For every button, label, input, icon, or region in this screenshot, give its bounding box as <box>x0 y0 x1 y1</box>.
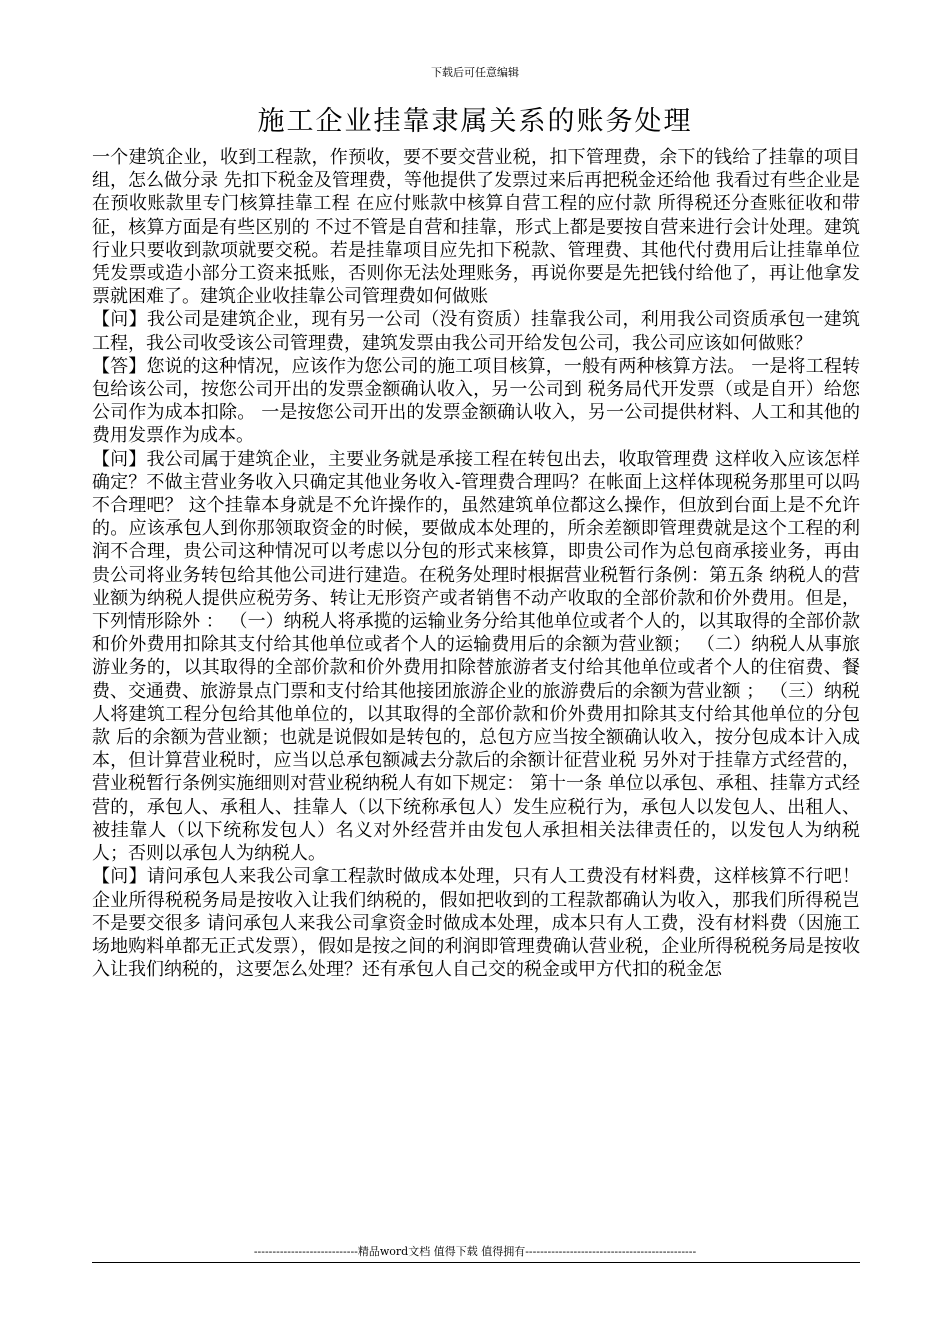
paragraph-intro: 一个建筑企业，收到工程款，作预收，要不要交营业税，扣下管理费，余下的钱给了挂靠的项目组，怎么做分录 先扣下税金及管理费，等他提供了发票过来后再把税金还给他 我看过有些企业是在预收账款里专门核算挂靠工程 在应付账款中核算自营工程的应付款 所得税还分查账征收和带征，核算方面是有些区别的 不过不管是自营和挂靠，形式上都是要按自营来进行会计处理。建筑行业只要收到款项就要交税。若是挂靠项目应先扣下税款、管理费、其他代付费用后让挂靠单位凭发票或造小部分工资来抵账，否则你无法处理账务，再说你要是先把钱付给他了，再让他拿发票就困难了。建筑企业收挂靠公司管理费如何做账 <box>92 147 860 308</box>
document-title: 施工企业挂靠隶属关系的账务处理 <box>257 106 693 137</box>
paragraph-answer-1: 【答】您说的这种情况，应该作为您公司的施工项目核算，一般有两种核算方法。 一是将工程转包给该公司，按您公司开出的发票金额确认收入，另一公司到 税务局代开发票（或是自开）给您公司作为成本扣除。 一是按您公司开出的发票金额确认收入，另一公司提供材料、人工和其他的费用发票作为成本。 <box>92 355 860 447</box>
paragraph-question-2: 【问】我公司属于建筑企业，主要业务就是承接工程在转包出去，收取管理费 这样收入应该怎样确定？不做主营业务收入只确定其他业务收入-管理费合理吗？在帐面上这样体现税务那里可以吗 不合理吧？ 这个挂靠本身就是不允许操作的，虽然建筑单位都这么操作，但放到台面上是不允许的。应该承包人到你那领取资金的时候，要做成本处理的，所余差额即管理费就是这个工程的利润不合理，贵公司这种情况可以考虑以分包的形式来核算，即贵公司作为总包商承接业务，再由贵公司将业务转包给其他公司进行建造。在税务处理时根据营业税暂行条例：第五条 纳税人的营业额为纳税人提供应税劳务、转让无形资产或者销售不动产收取的全部价款和价外费用。但是，下列情形除外 ： （一）纳税人将承揽的运输业务分给其他单位或者个人的，以其取得的全部价款和价外费用扣除其支付给其他单位或者个人的运输费用后的余额为营业额； （二）纳税人从事旅游业务的，以其取得的全部价款和价外费用扣除替旅游者支付给其他单位或者个人的住宿费、餐费、交通费、旅游景点门票和支付给其他接团旅游企业的旅游费后的余额为营业额 ； （三）纳税人将建筑工程分包给其他单位的，以其取得的全部价款和价外费用扣除其支付给其他单位的分包款 后的余额为营业额；也就是说假如是转包的，总包方应当按全额确认收入，按分包成本计入成本，但计算营业税时，应当以总承包额减去分款后的余额计征营业税 另外对于挂靠方式经营的，营业税暂行条例实施细则对营业税纳税人有如下规定： 第十一条 单位以承包、承租、挂靠方式经营的，承包人、承租人、挂靠人（以下统称承包人）发生应税行为，承包人以发包人、出租人、被挂靠人（以下统称发包人）名义对外经营并由发包人承担相关法律责任的，以发包人为纳税人；否则以承包人为纳税人。 <box>92 448 860 865</box>
paragraph-question-1: 【问】我公司是建筑企业，现有另一公司（没有资质）挂靠我公司，利用我公司资质承包一建筑工程，我公司收受该公司管理费，建筑发票由我公司开给发包公司，我公司应该如何做账？ <box>92 309 860 354</box>
footer-divider <box>92 1262 860 1263</box>
page-header-note: 下载后可任意编辑 <box>431 66 519 79</box>
paragraph-question-3: 【问】请问承包人来我公司拿工程款时做成本处理，只有人工费没有材料费，这样核算不行吧！企业所得税税务局是按收入让我们纳税的，假如把收到的工程款都确认为收入，那我们所得税岂不是要交很多 请问承包人来我公司拿资金时做成本处理，成本只有人工费，没有材料费（因施工场地购料单都无正式发票），假如是按之间的利润即管理费确认营业税，企业所得税税务局是按收入让我们纳税的，这要怎么处理？还有承包人自己交的税金或甲方代扣的税金怎 <box>92 866 860 981</box>
page-footer-note: ----------------------------精品word文档 值得下载 值得拥有---------------------------------------------- <box>253 1245 697 1258</box>
document-body <box>92 146 860 981</box>
